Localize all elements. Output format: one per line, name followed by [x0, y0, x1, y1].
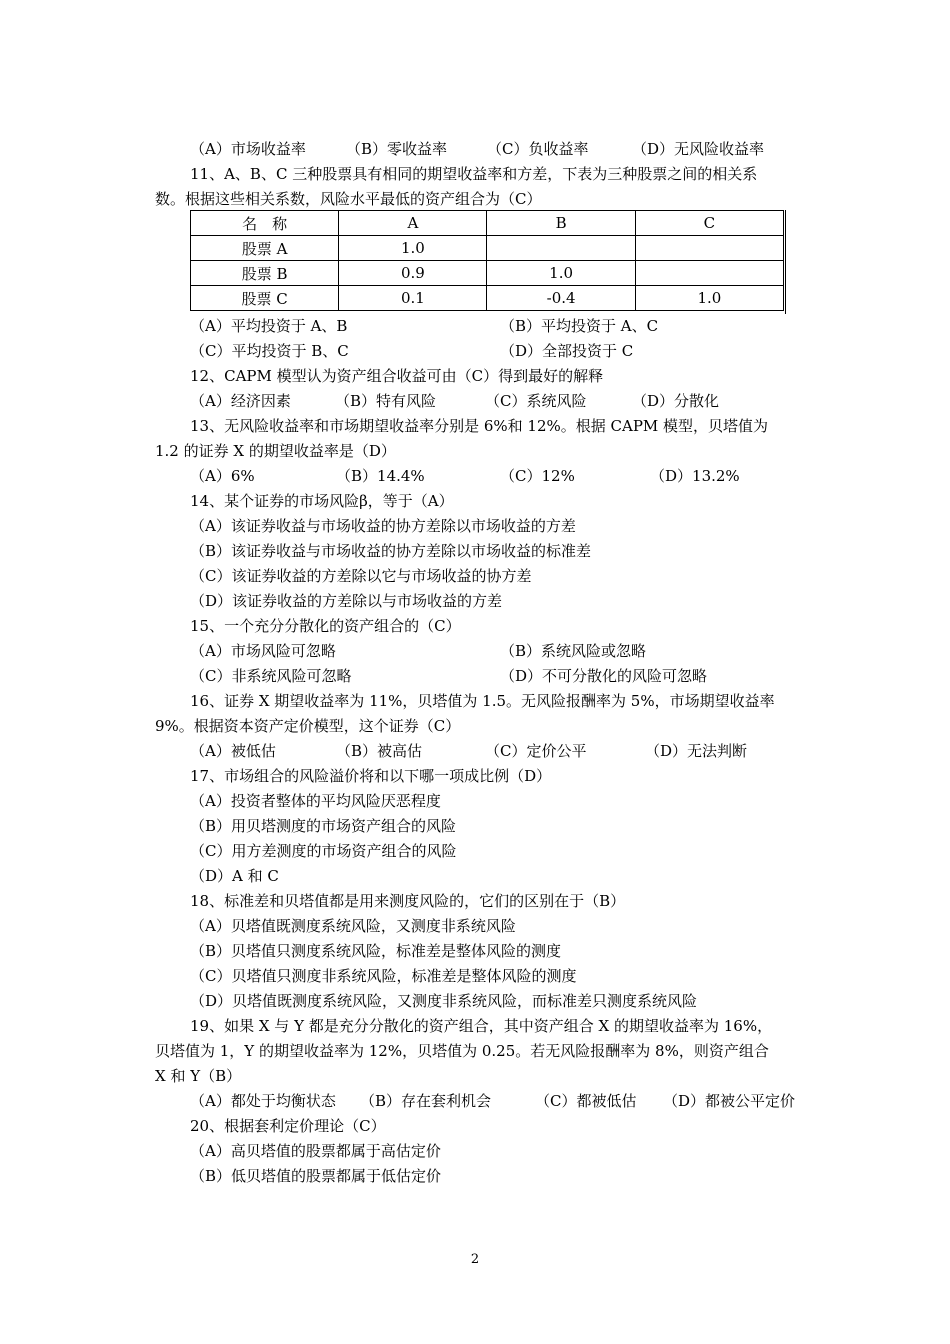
q12-option-c: （C）系统风险 — [485, 392, 587, 410]
q16-option-b: （B）被高估 — [336, 742, 423, 760]
q11-option-b: （B）平均投资于 A、C — [500, 317, 659, 335]
q10-option-d: （D）无风险收益率 — [632, 140, 765, 158]
q20-option-a: （A）高贝塔值的股票都属于高估定价 — [190, 1142, 441, 1160]
q11-option-c: （C）平均投资于 B、C — [190, 342, 349, 360]
table-header-cell: C — [635, 211, 783, 236]
q15-option-b: （B）系统风险或忽略 — [500, 642, 647, 660]
q16-text-line1: 16、证券 X 期望收益率为 11%，贝塔值为 1.5。无风险报酬率为 5%，市场期望收益率 — [190, 692, 775, 710]
table-cell: 1.0 — [339, 236, 487, 261]
q19-option-d: （D）都被公平定价 — [663, 1092, 796, 1110]
q16-text-line2: 9%。根据资本资产定价模型，这个证券（C） — [155, 717, 461, 735]
table-row — [191, 236, 784, 261]
q10-option-c: （C）负收益率 — [487, 140, 589, 158]
q14-option-b: （B）该证券收益与市场收益的协方差除以市场收益的标准差 — [190, 542, 592, 560]
q19-text-line3: X 和 Y（B） — [155, 1067, 242, 1085]
q19-option-b: （B）存在套利机会 — [360, 1092, 492, 1110]
q17-option-c: （C）用方差测度的市场资产组合的风险 — [190, 842, 457, 860]
q13-option-c: （C）12% — [500, 467, 575, 485]
table-cell: -0.4 — [487, 286, 635, 311]
q12-option-a: （A）经济因素 — [190, 392, 291, 410]
table-cell: 1.0 — [635, 286, 783, 311]
table-right-border — [785, 210, 786, 314]
q11-text-line1: 11、A、B、C 三种股票具有相同的期望收益率和方差，下表为三种股票之间的相关系 — [190, 165, 758, 183]
table-cell: 0.9 — [339, 261, 487, 286]
q18-option-b: （B）贝塔值只测度系统风险，标准差是整体风险的测度 — [190, 942, 562, 960]
q11-option-a: （A）平均投资于 A、B — [190, 317, 348, 335]
q13-option-d: （D）13.2% — [650, 467, 740, 485]
table-header-cell: B — [487, 211, 635, 236]
table-cell: 1.0 — [487, 261, 635, 286]
table-row — [191, 261, 784, 286]
q17-option-b: （B）用贝塔测度的市场资产组合的风险 — [190, 817, 457, 835]
q20-text: 20、根据套利定价理论（C） — [190, 1117, 386, 1135]
q10-option-b: （B）零收益率 — [346, 140, 448, 158]
q19-option-c: （C）都被低估 — [535, 1092, 637, 1110]
q14-text: 14、某个证券的市场风险β，等于（A） — [190, 492, 454, 510]
q20-option-b: （B）低贝塔值的股票都属于低估定价 — [190, 1167, 442, 1185]
q19-option-a: （A）都处于均衡状态 — [190, 1092, 336, 1110]
q14-option-a: （A）该证券收益与市场收益的协方差除以市场收益的方差 — [190, 517, 576, 535]
table-cell — [635, 236, 783, 261]
table-header-cell: 名 称 — [191, 211, 339, 236]
q17-option-d: （D）A 和 C — [190, 867, 279, 885]
q16-option-d: （D）无法判断 — [645, 742, 748, 760]
q13-option-b: （B）14.4% — [336, 467, 425, 485]
q13-option-a: （A）6% — [190, 467, 255, 485]
q14-option-d: （D）该证券收益的方差除以与市场收益的方差 — [190, 592, 503, 610]
q11-option-d: （D）全部投资于 C — [500, 342, 634, 360]
q12-option-d: （D）分散化 — [632, 392, 720, 410]
table-header-cell: A — [339, 211, 487, 236]
table-cell — [635, 261, 783, 286]
q18-option-d: （D）贝塔值既测度系统风险，又测度非系统风险，而标准差只测度系统风险 — [190, 992, 698, 1010]
q16-option-c: （C）定价公平 — [485, 742, 587, 760]
q15-option-a: （A）市场风险可忽略 — [190, 642, 336, 660]
q19-text-line1: 19、如果 X 与 Y 都是充分分散化的资产组合，其中资产组合 X 的期望收益率为 16%， — [190, 1017, 773, 1035]
q13-text-line1: 13、无风险收益率和市场期望收益率分别是 6%和 12%。根据 CAPM 模型，贝塔值为 — [190, 417, 769, 435]
table-cell — [487, 236, 635, 261]
table-row — [191, 286, 784, 311]
q15-option-d: （D）不可分散化的风险可忽略 — [500, 667, 708, 685]
table-cell: 股票 C — [191, 286, 339, 311]
page-number: 2 — [470, 1252, 480, 1267]
q17-option-a: （A）投资者整体的平均风险厌恶程度 — [190, 792, 441, 810]
q18-option-c: （C）贝塔值只测度非系统风险，标准差是整体风险的测度 — [190, 967, 577, 985]
q18-text: 18、标准差和贝塔值都是用来测度风险的，它们的区别在于（B） — [190, 892, 626, 910]
q13-text-line2: 1.2 的证券 X 的期望收益率是（D） — [155, 442, 396, 460]
table-cell: 股票 A — [191, 236, 339, 261]
q18-option-a: （A）贝塔值既测度系统风险，又测度非系统风险 — [190, 917, 516, 935]
q15-text: 15、一个充分分散化的资产组合的（C） — [190, 617, 461, 635]
q19-text-line2: 贝塔值为 1，Y 的期望收益率为 12%，贝塔值为 0.25。若无风险报酬率为 8%，则资产组合 — [155, 1042, 769, 1060]
q10-option-a: （A）市场收益率 — [190, 140, 306, 158]
q14-option-c: （C）该证券收益的方差除以它与市场收益的协方差 — [190, 567, 532, 585]
table-cell: 0.1 — [339, 286, 487, 311]
q17-text: 17、市场组合的风险溢价将和以下哪一项成比例（D） — [190, 767, 552, 785]
q12-text: 12、CAPM 模型认为资产组合收益可由（C）得到最好的解释 — [190, 367, 604, 385]
q15-option-c: （C）非系统风险可忽略 — [190, 667, 352, 685]
q16-option-a: （A）被低估 — [190, 742, 276, 760]
q12-option-b: （B）特有风险 — [335, 392, 437, 410]
q11-text-line2: 数。根据这些相关系数，风险水平最低的资产组合为（C） — [155, 190, 542, 208]
correlation-table — [190, 210, 784, 311]
table-cell: 股票 B — [191, 261, 339, 286]
table-header-row — [191, 211, 784, 236]
